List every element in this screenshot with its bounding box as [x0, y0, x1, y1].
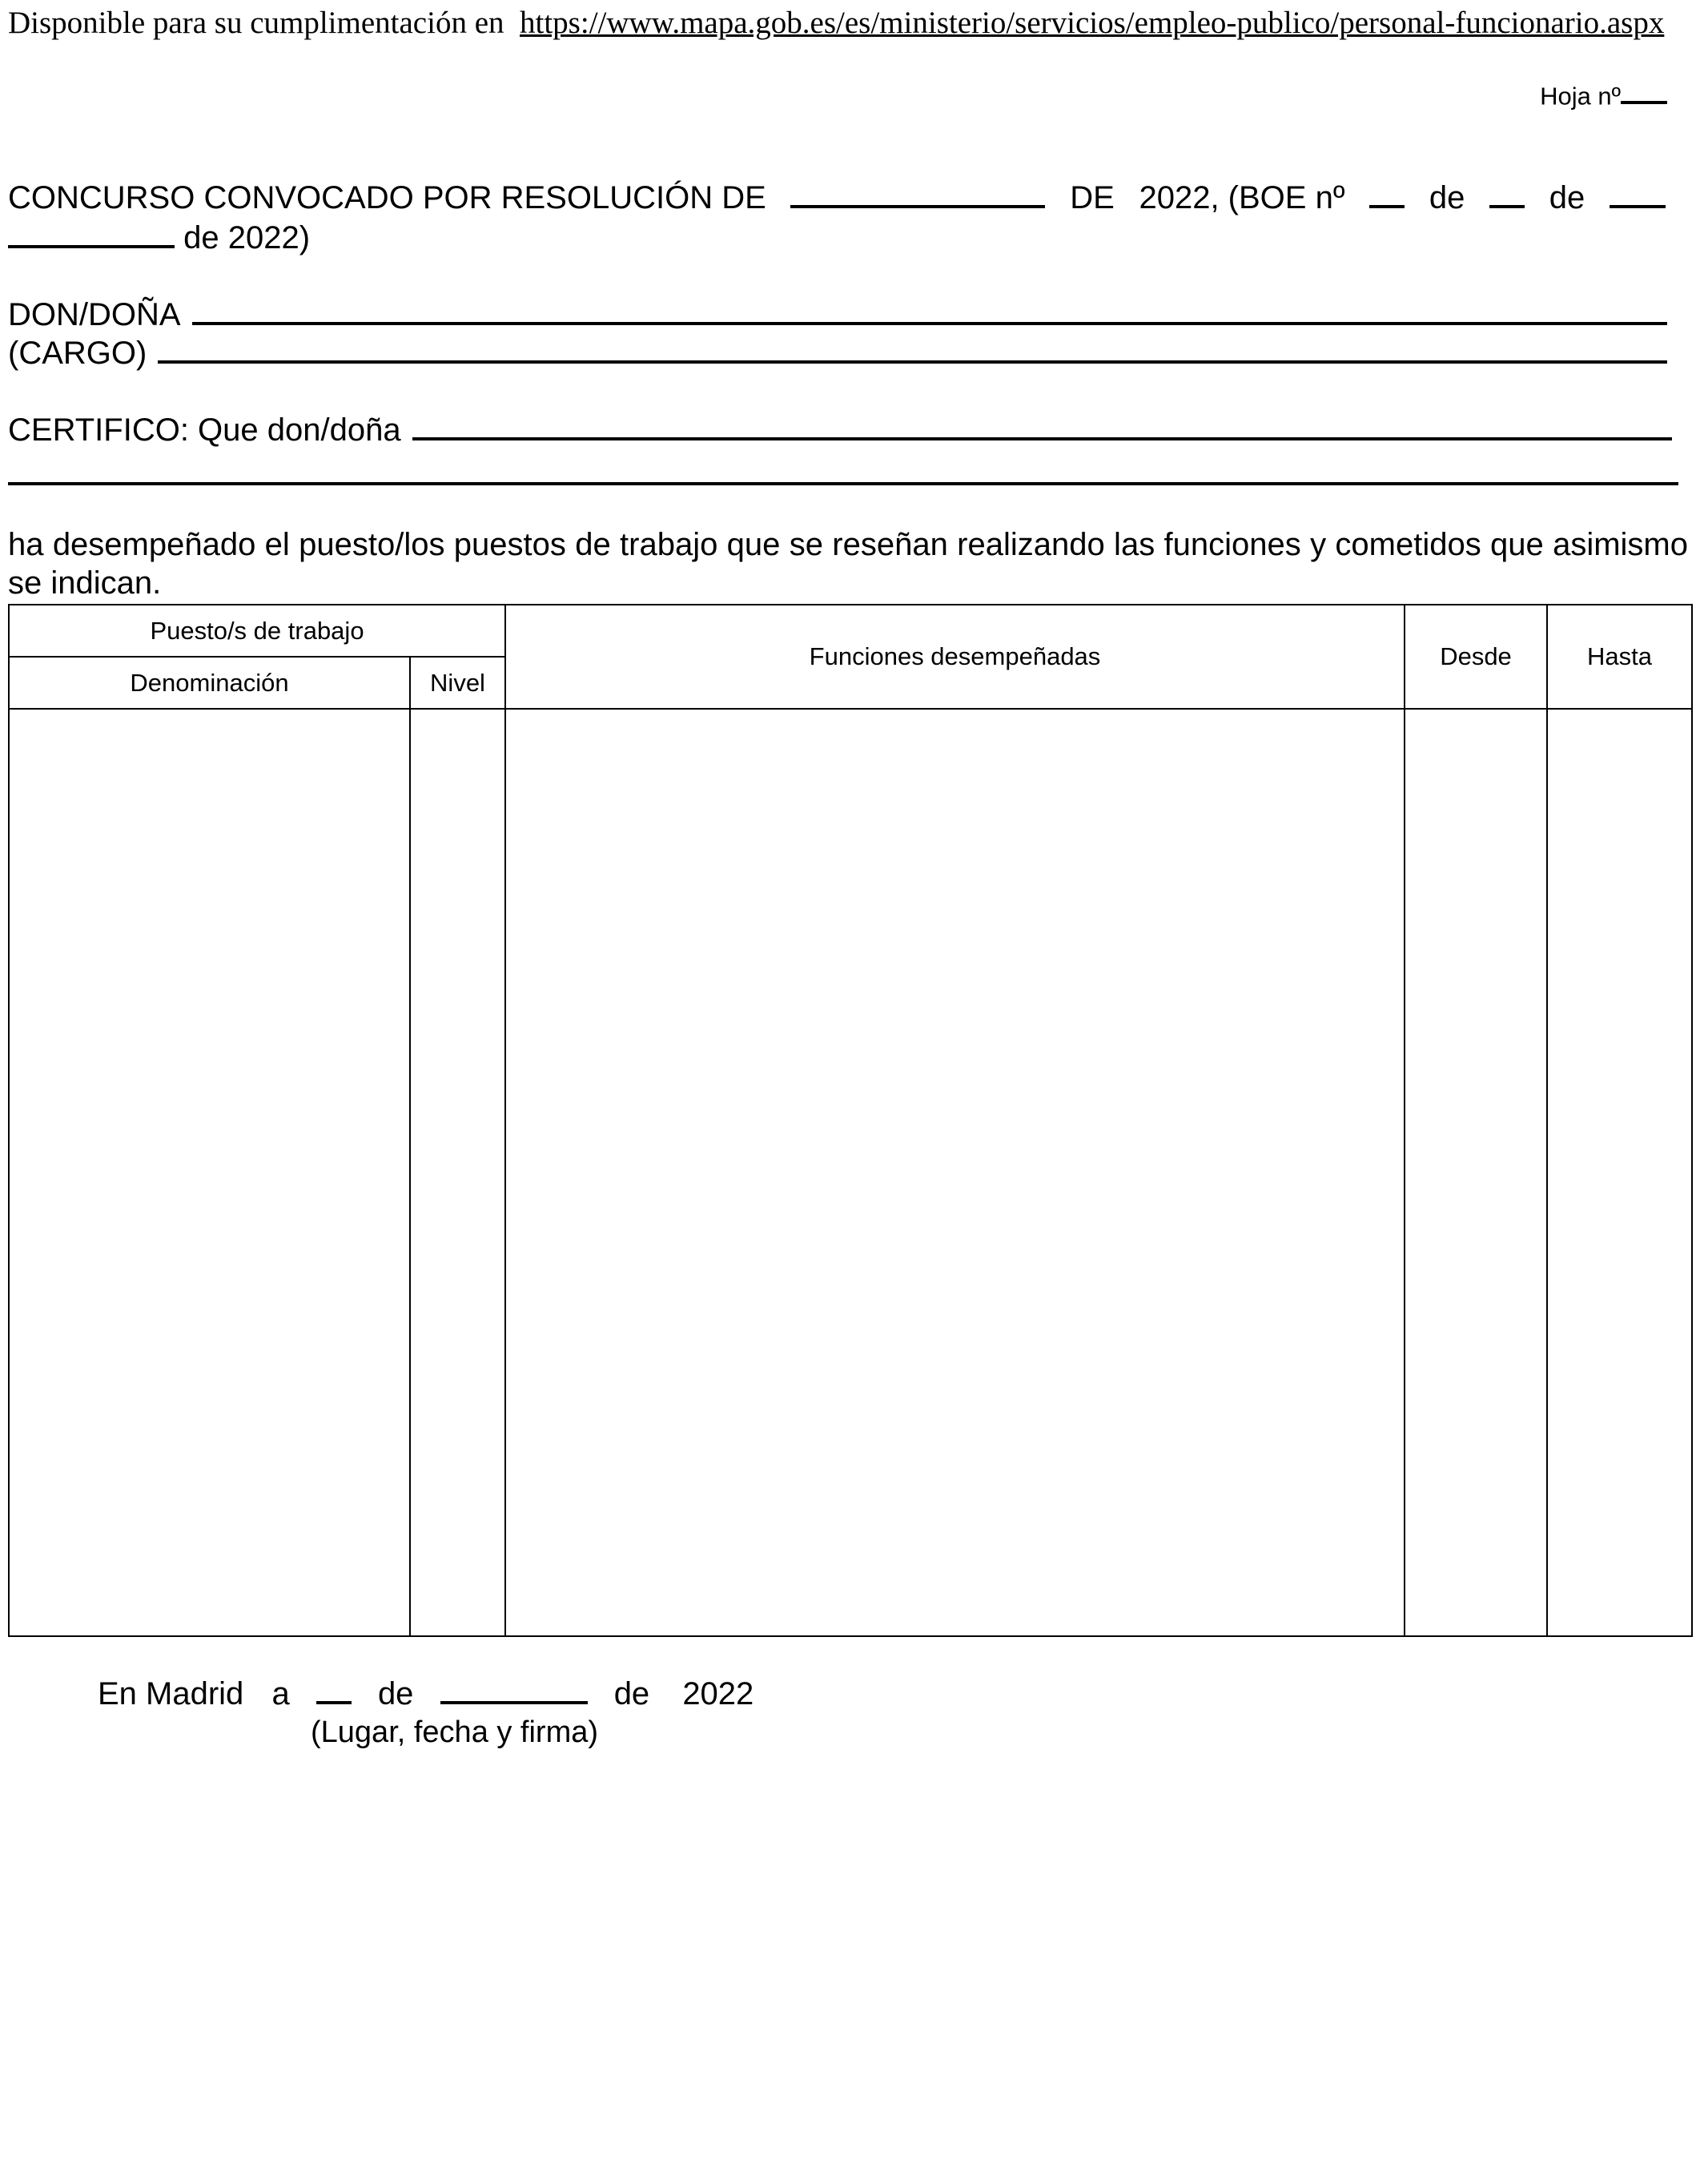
signature-note: (Lugar, fecha y firma): [311, 1715, 599, 1749]
header-nivel: Nivel: [410, 657, 505, 709]
availability-prefix: Disponible para su cumplimentación en: [8, 6, 504, 40]
sheet-number: [1540, 80, 1667, 111]
certifico-row: [8, 410, 1672, 450]
header-denominacion: Denominación: [9, 657, 410, 709]
cargo-label: (CARGO): [8, 336, 147, 371]
a-label: a: [271, 1676, 290, 1711]
cell-nivel[interactable]: [410, 709, 505, 1636]
certifico-name-field[interactable]: [412, 410, 1672, 440]
don-dona-row: [8, 295, 1667, 335]
month-field[interactable]: [440, 1674, 588, 1704]
header-hasta: Hasta: [1547, 605, 1692, 709]
jobs-table: [8, 604, 1693, 1637]
cell-funciones[interactable]: [505, 709, 1405, 1636]
certifico-name-field-continuation[interactable]: [8, 482, 1678, 485]
concurso-statement: [8, 178, 1666, 258]
boe-day-field[interactable]: [1489, 178, 1525, 208]
boe-number-field[interactable]: [1369, 178, 1405, 208]
statement-text: ha desempeñado el puesto/los puestos de trabajo que se reseñan realizando las funciones y cometidos que asimismo se indican.: [8, 527, 1688, 601]
cargo-field[interactable]: [158, 333, 1667, 364]
day-field[interactable]: [316, 1674, 352, 1704]
concurso-de2-label: de: [1429, 180, 1465, 215]
cell-denominacion[interactable]: [9, 709, 410, 1636]
availability-note: [8, 5, 1690, 42]
cell-desde[interactable]: [1405, 709, 1547, 1636]
header-funciones: Funciones desempeñadas: [505, 605, 1405, 709]
group-header-puestos: Puesto/s de trabajo: [9, 605, 505, 657]
sheet-number-label: Hoja nº: [1540, 82, 1621, 111]
concurso-de3-label: de: [1549, 180, 1585, 215]
cell-hasta[interactable]: [1547, 709, 1692, 1636]
boe-month-field[interactable]: [8, 218, 175, 248]
resolution-date-field[interactable]: [790, 178, 1045, 208]
concurso-de-label: DE: [1070, 180, 1115, 215]
concurso-year-label: de 2022): [183, 220, 311, 255]
don-dona-label: DON/DOÑA: [8, 297, 181, 332]
don-dona-field[interactable]: [192, 295, 1667, 325]
place-date-line: [98, 1674, 754, 1713]
concurso-label: CONCURSO CONVOCADO POR RESOLUCIÓN DE: [8, 180, 766, 215]
year-label: 2022: [682, 1676, 754, 1711]
sheet-number-field[interactable]: [1621, 80, 1667, 104]
availability-url-link[interactable]: https://www.mapa.gob.es/es/ministerio/servicios/empleo-publico/personal-funcionario.aspx: [520, 6, 1665, 40]
header-desde: Desde: [1405, 605, 1547, 709]
de2-label: de: [613, 1676, 650, 1711]
place-label: En Madrid: [98, 1676, 244, 1711]
cargo-row: [8, 333, 1667, 373]
boe-month-field-start[interactable]: [1610, 178, 1666, 208]
de1-label: de: [377, 1676, 414, 1711]
concurso-boe-label: 2022, (BOE nº: [1139, 180, 1345, 215]
certifico-label: CERTIFICO: Que don/doña: [8, 412, 401, 448]
